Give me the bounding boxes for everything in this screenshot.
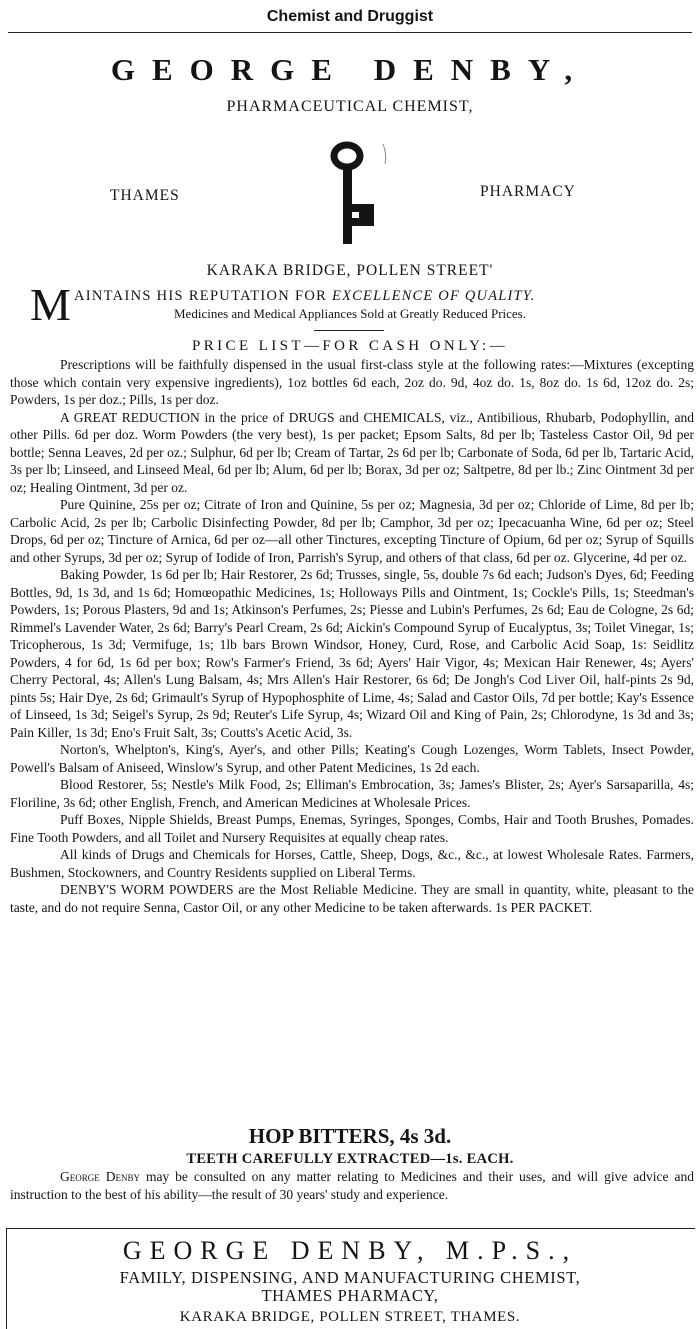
excellence-text: EXCELLENCE OF QUALITY. <box>332 288 536 304</box>
footer-line-1: FAMILY, DISPENSING, AND MANUFACTURING CHEMIST, <box>119 1268 581 1287</box>
sold-line: Medicines and Medical Appliances Sold at Greatly Reduced Prices. <box>174 306 526 321</box>
paragraph-reduction: A GREAT REDUCTION in the price of DRUGS and CHEMICALS, viz., Antibilious, Rhubarb, Podophyllin, and other Pills. 6d per doz. Worm Powders (the very best), 1s per packet; Epsom Salts, 8d per lb; Tasteless Castor Oil, 9d per bottle; Senna Leaves, 2d per oz.; Sulphur, 6d per lb; Cream of Tartar, 2s 6d per lb; Carbonate of Soda, 6d per lb, Tartaric Acid, 3s per lb; Linseed, and Linseed Meal, 6d per lb; Alum, 6d per lb; Borax, 3d per oz; Saltpetre, 8d per lb.; Zinc Ointment 3d per oz; Healing Ointment, 3d per oz. <box>10 409 694 495</box>
paragraph-blood-restorer: Blood Restorer, 5s; Nestle's Milk Food, 2s; Elliman's Embrocation, 3s; James's Blister, 2s; Ayer's Sarsaparilla, 4s; Floriline, 3s 6d; other English, French, and American Medicines at Wholesale Prices. <box>10 777 694 810</box>
advert-name: GEORGE DENBY, <box>110 52 590 87</box>
thames-label: THAMES <box>110 187 180 204</box>
pharmacy-label: PHARMACY <box>480 183 576 200</box>
paragraph-baking-powder: Baking Powder, 1s 6d per lb; Hair Restorer, 2s 6d; Trusses, single, 5s, double 7s 6d each; Judson's Dyes, 6d; Feeding Bottles, 9d, 1s 3d, and 1s 6d; Homœopathic Medicines, 1s; Holloways Pills and Ointment, 1s; Cockle's Pills, 1s; Steedman's Powders, 1s; Porous Plasters, 9d and 1s; Atkinson's Perfumes, 2s; Piesse and Lubin's Perfumes, 2s 6d; Eau de Cologne, 2s 6d; Rimmel's Lavender Water, 2s 6d; Barry's Pearl Cream, 2s 6d; Aickin's Compound Syrup of Eucalyptus, 3s; Toilet Vinegar, 1s; Tricopherous, 1s 3d; Vermifuge, 1s; 1lb bars Brown Windsor, Honey, Curd, Rose, and Carbolic Acid Soap, 1s: Seidlitz Powders, 4 for 6d, 1s 6d per box; Row's Farmer's Friend, 3s 6d; Ayers' Hair Vigor, 4s; Mexican Hair Renewer, 4s; Ayers' Cherry Pectoral, 4s; Allen's Lung Balsam, 4s; Mrs Allen's Hair Restorer, 6s 6d; De Jongh's Cod Liver Oil, half-pints 2s 9d, pints 5s; Hair Dye, 2s 6d; Grimault's Syrup of Hypophosphite of Lime, 4s; Salad and Castor Oils, 7d per bottle; Kay's Essence of Linseed, 1s 3d; Seigel's Syrup, 2s 9d; Reuter's Life Syrup, 4s; Wizard Oil and King of Pain, 2s; Chlorodyne, 1s 3d and 3s; Pain Killer, 1s 3d; Eno's Fruit Salt, 3s; Coutts's Acetic Acid, 3s. <box>10 567 694 740</box>
reputation-line <box>74 288 536 305</box>
paragraph-toilet: Puff Boxes, Nipple Shields, Breast Pumps, Enemas, Syringes, Sponges, Combs, Hair and Tooth Brushes, Pomades. Fine Tooth Powders, and all Toilet and Nursery Requisites at equally cheap rates. <box>10 812 694 845</box>
header-rule <box>8 32 692 33</box>
section-header: Chemist and Druggist <box>266 8 434 25</box>
footer-name: GEORGE DENBY, M.P.S., <box>122 1236 578 1265</box>
paragraph-prescriptions: Prescriptions will be faithfully dispensed in the usual first-class style at the following rates:—Mixtures (excepting those which contain very expensive ingredients), 1oz bottles 6d each, 2oz do. 9d, 4oz do. 1s, 8oz do. 1s 6d, 12oz do. 2s; Powders, 1s per doz.; Pills, 1s per doz. <box>10 357 694 407</box>
key-icon <box>325 140 395 248</box>
price-list-body <box>10 356 694 916</box>
paragraph-worm-powders: DENBY'S WORM POWDERS are the Most Reliable Medicine. They are small in quantity, white, pleasant to the taste, and do not require Senna, Castor Oil, or any other Medicine to be taken afterwards. 1s PER PACKET. <box>10 882 694 915</box>
advert-title: PHARMACEUTICAL CHEMIST, <box>226 98 474 115</box>
footer-line-3: KARAKA BRIDGE, POLLEN STREET, THAMES. <box>179 1309 521 1325</box>
reputation-text: AINTAINS HIS REPUTATION FOR <box>74 288 328 304</box>
paragraph-quinine: Pure Quinine, 25s per oz; Citrate of Iron and Quinine, 5s per oz; Magnesia, 3d per oz; Chloride of Lime, 8d per lb; Carbolic Acid, 2s per lb; Carbolic Disinfecting Powder, 8d per lb; Camphor, 3d per oz; Ipecacuanha Wine, 6d per oz; Steel Drops, 6d per oz; Tincture of Arnica, 6d per oz—all other Tinctures, excepting Tincture of Opium, 6d per oz; Syrup of Squills and other Syrups, 3d per oz; Syrup of Iodide of Iron, Parrish's Syrup, and others of that class, 6d per oz. Glycerine, 4d per oz. <box>10 497 694 565</box>
footer-line-2: THAMES PHARMACY, <box>261 1286 439 1305</box>
paragraph-pills: Norton's, Whelpton's, King's, Ayer's, and other Pills; Keating's Cough Lozenges, Worm Tablets, Insect Powder, Powell's Balsam of Aniseed, Winslow's Syrup, and other Patent Medicines, 1s 2d each. <box>10 742 694 775</box>
consult-name: George Denby <box>60 1169 140 1184</box>
drop-cap: M <box>30 279 71 330</box>
short-rule <box>314 330 384 331</box>
consult-paragraph <box>10 1168 694 1203</box>
hop-bitters-heading: HOP BITTERS, 4s 3d. <box>248 1124 452 1148</box>
address-line: KARAKA BRIDGE, POLLEN STREET' <box>206 262 494 279</box>
consult-text: may be consulted on any matter relating to Medicines and their uses, and will give advice and instruction to the best of his ability—the result of 30 years' study and experience. <box>10 1169 694 1202</box>
teeth-heading: TEETH CAREFULLY EXTRACTED—1s. EACH. <box>186 1151 514 1167</box>
paragraph-animals: All kinds of Drugs and Chemicals for Horses, Cattle, Sheep, Dogs, &c., &c., at lowest Wholesale Rates. Farmers, Bushmen, Stockowners, and Country Residents supplied on Liberal Terms. <box>10 847 694 880</box>
price-list-title: PRICE LIST—FOR CASH ONLY:— <box>192 338 508 354</box>
